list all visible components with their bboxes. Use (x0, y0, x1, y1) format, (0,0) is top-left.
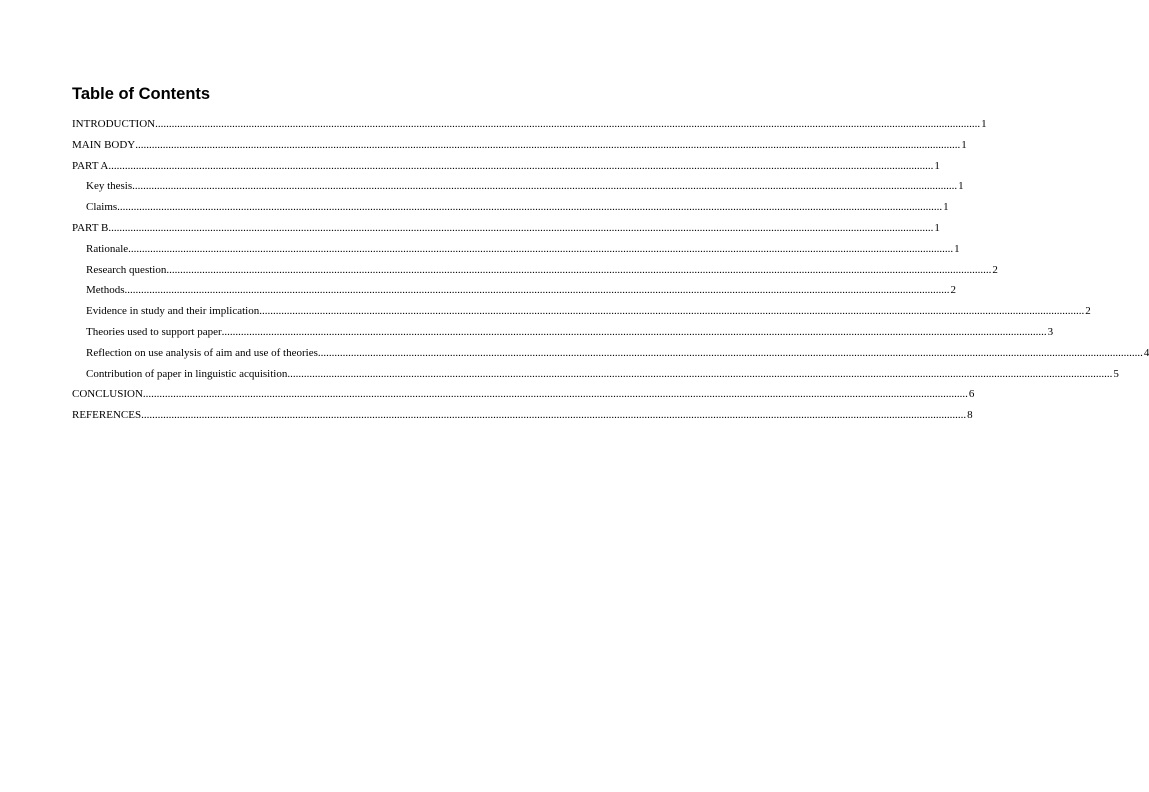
toc-entry-page-number: 3 (1047, 325, 1054, 338)
toc-entry-page-number: 5 (1113, 367, 1119, 380)
toc-entry[interactable] (72, 263, 998, 284)
toc-entry-label: INTRODUCTION (72, 118, 156, 130)
toc-entry-label: Methods (86, 284, 125, 297)
toc-entry[interactable] (72, 242, 960, 263)
toc-entry-page-number: 1 (943, 201, 949, 214)
toc-entry-page-number: 1 (958, 180, 964, 193)
toc-dot-leader: ............................................................................................................................................................................................................................................................................................................ (166, 263, 992, 276)
toc-entry-label: Reflection on use analysis of aim and use of theories (86, 346, 318, 359)
toc-entry-label: MAIN BODY (72, 138, 136, 151)
toc-dot-leader: ............................................................................................................................................................................................................................................................................................................ (128, 242, 954, 255)
toc-entry-page-number: 2 (950, 284, 956, 297)
toc-dot-leader: ............................................................................................................................................................................................................................................................................................................ (317, 346, 1143, 359)
toc-entry-page-number: 6 (968, 388, 975, 401)
toc-dot-leader: ............................................................................................................................................................................................................................................................................................................ (135, 138, 961, 151)
table-of-contents (72, 117, 1149, 429)
toc-entry[interactable] (72, 304, 1091, 325)
toc-entry-page-number: 4 (1143, 346, 1149, 359)
toc-entry-page-number: 1 (954, 242, 960, 255)
toc-dot-leader: ............................................................................................................................................................................................................................................................................................................ (124, 284, 950, 297)
toc-entry-label: Rationale (86, 242, 129, 255)
toc-dot-leader: ............................................................................................................................................................................................................................................................................................................ (287, 367, 1113, 380)
toc-dot-leader: ............................................................................................................................................................................................................................................................................................................ (141, 409, 967, 422)
toc-dot-leader: ............................................................................................................................................................................................................................................................................................................ (142, 388, 968, 401)
toc-entry-page-number: 8 (967, 409, 973, 422)
toc-entry-page-number: 1 (961, 138, 967, 151)
toc-dot-leader: ............................................................................................................................................................................................................................................................................................................ (117, 201, 943, 214)
toc-entry[interactable] (72, 221, 940, 242)
toc-entry-page-number: 1 (934, 159, 940, 172)
toc-entry[interactable] (72, 159, 940, 180)
toc-entry[interactable] (72, 408, 973, 429)
toc-entry-page-number: 2 (1085, 305, 1091, 318)
toc-entry[interactable] (72, 346, 1149, 367)
toc-entry-label: Key thesis (86, 180, 133, 193)
toc-entry[interactable] (72, 117, 987, 138)
toc-entry-label: PART B (72, 221, 109, 234)
toc-dot-leader: ............................................................................................................................................................................................................................................................................................................ (155, 118, 981, 130)
toc-entry[interactable] (72, 138, 967, 159)
toc-entry-label: Theories used to support paper (86, 325, 222, 338)
toc-dot-leader: ............................................................................................................................................................................................................................................................................................................ (259, 305, 1085, 318)
toc-entry-label: REFERENCES (72, 409, 142, 422)
toc-title: Table of Contents (72, 85, 211, 103)
toc-entry[interactable] (72, 179, 964, 200)
toc-entry-label: Evidence in study and their implication (86, 305, 260, 318)
toc-entry-label: Research question (86, 263, 167, 276)
toc-entry-page-number: 1 (934, 221, 940, 234)
toc-entry-label: Claims (86, 201, 118, 214)
toc-dot-leader: ............................................................................................................................................................................................................................................................................................................ (221, 325, 1047, 338)
toc-entry[interactable] (72, 200, 949, 221)
toc-entry[interactable] (72, 367, 1119, 388)
toc-entry[interactable] (72, 387, 975, 408)
toc-entry-label: CONCLUSION (72, 388, 143, 401)
toc-dot-leader: ............................................................................................................................................................................................................................................................................................................ (132, 180, 958, 193)
toc-entry-label: PART A (72, 159, 109, 172)
toc-entry-label: Contribution of paper in linguistic acquisition (86, 367, 288, 380)
toc-entry[interactable] (72, 283, 956, 304)
toc-entry[interactable] (72, 325, 1054, 346)
toc-dot-leader: ............................................................................................................................................................................................................................................................................................................ (108, 159, 934, 172)
toc-dot-leader: ............................................................................................................................................................................................................................................................................................................ (108, 221, 934, 234)
toc-entry-page-number: 2 (992, 263, 998, 276)
toc-entry-page-number: 1 (981, 118, 987, 130)
